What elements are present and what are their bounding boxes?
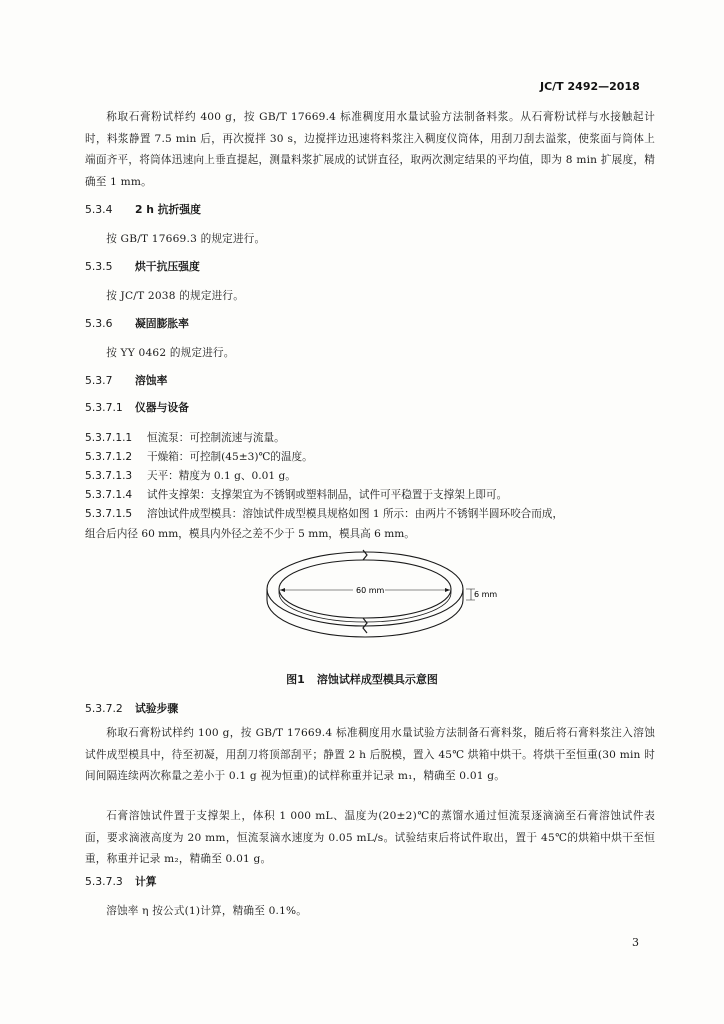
figure-label: 图1	[286, 673, 305, 686]
list-item	[85, 468, 296, 483]
list-item	[85, 430, 285, 445]
item-text: 天平：精度为 0.1 g、0.01 g。	[147, 470, 296, 482]
paragraph-5-3-5: 按 JC/T 2038 的规定进行。	[106, 290, 244, 302]
section-number: 5.3.7.2	[85, 702, 123, 715]
paragraph-step-2: 石膏溶蚀试件置于支撑架上，体积 1 000 mL、温度为(20±2)℃的蒸馏水通过恒流泵逐滴滴至石膏溶蚀试件表面，要求滴液高度为 20 mm，恒流泵滴水速度为 0.05 mL/s。试验结束后将试件取出，置于 45℃的烘箱中烘干至恒重，称重并记录 m₂，精确至 0.01 g。	[85, 810, 655, 865]
section-title: 仪器与设备	[135, 401, 189, 414]
section-number: 5.3.5	[85, 260, 113, 273]
heading-5-3-7	[85, 373, 167, 388]
mold-diagram	[263, 542, 498, 642]
heading-5-3-5	[85, 259, 200, 274]
item-number: 5.3.7.1.2	[85, 451, 133, 463]
list-item-continuation: 组合后内径 60 mm，模具内外径之差不少于 5 mm，模具高 6 mm。	[85, 528, 415, 540]
arrow-left	[280, 588, 285, 592]
paragraph-intro: 称取石膏粉试样约 400 g，按 GB/T 17669.4 标准稠度用水量试验方法制备料浆。从石膏粉试样与水接触起计时，料浆静置 7.5 min 后，再次搅拌 30 s，边搅拌边迅速将料浆注入稠度仪筒体，用刮刀刮去溢浆，使浆面与筒体上端面齐平，将筒体迅速向上垂直提起，测量料浆扩展成的试饼直径，取两次测定结果的平均值，即为 8 min 扩展度，精确至 1 mm。	[85, 111, 655, 188]
figure-title: 溶蚀试样成型模具示意图	[316, 673, 438, 686]
standard-code: JC/T 2492—2018	[540, 80, 640, 93]
paragraph-5-3-6: 按 YY 0462 的规定进行。	[106, 347, 235, 359]
section-title: 溶蚀率	[135, 374, 168, 387]
section-title: 烘干抗压强度	[135, 260, 200, 273]
item-text: 恒流泵：可控制流速与流量。	[147, 432, 285, 444]
section-number: 5.3.4	[85, 203, 113, 216]
figure-caption	[0, 671, 724, 687]
paragraph-5-3-4: 按 GB/T 17669.3 的规定进行。	[106, 233, 266, 245]
heading-5-3-7-2	[85, 701, 178, 716]
heading-5-3-7-1	[85, 400, 189, 415]
section-number: 5.3.7	[85, 374, 113, 387]
item-number: 5.3.7.1.1	[85, 432, 133, 444]
section-title: 2 h 抗折强度	[135, 203, 201, 216]
item-number: 5.3.7.1.4	[85, 489, 133, 501]
diameter-label: 60 mm	[356, 586, 385, 595]
list-item	[85, 449, 313, 464]
heading-5-3-6	[85, 316, 189, 331]
section-number: 5.3.7.3	[85, 875, 123, 888]
section-title: 凝固膨胀率	[135, 317, 189, 330]
paragraph-step-1: 称取石膏粉试样约 100 g，按 GB/T 17669.4 标准稠度用水量试验方法制备石膏料浆，随后将石膏料浆注入溶蚀试件成型模具中，待至初凝，用刮刀将顶部刮平；静置 2 h 后脱模，置入 45℃ 烘箱中烘干。将烘干至恒重(30 min 时间间隔连续两次称量之差小于 0.1 g 视为恒重)的试样称重并记录 m₁，精确至 0.01 g。	[85, 727, 655, 782]
page-number: 3	[632, 936, 639, 949]
section-number: 5.3.7.1	[85, 401, 123, 414]
item-text: 溶蚀试件成型模具：溶蚀试件成型模具规格如图 1 所示：由两片不锈钢半圆环咬合而成，	[147, 508, 564, 520]
heading-5-3-7-3	[85, 874, 157, 889]
height-label: 6 mm	[474, 590, 498, 599]
item-number: 5.3.7.1.5	[85, 508, 133, 520]
section-title: 试验步骤	[135, 702, 179, 715]
item-text: 试件支撑架：支撑架宜为不锈钢或塑料制品，试件可平稳置于支撑架上即可。	[147, 489, 508, 501]
list-item	[85, 506, 563, 521]
section-number: 5.3.6	[85, 317, 113, 330]
arrow-right	[445, 588, 450, 592]
item-number: 5.3.7.1.3	[85, 470, 133, 482]
section-title: 计算	[135, 875, 157, 888]
item-text: 干燥箱：可控制(45±3)℃的温度。	[147, 451, 313, 463]
heading-5-3-4	[85, 202, 201, 217]
list-item	[85, 487, 507, 502]
paragraph-calculation: 溶蚀率 η 按公式(1)计算，精确至 0.1%。	[106, 905, 308, 917]
